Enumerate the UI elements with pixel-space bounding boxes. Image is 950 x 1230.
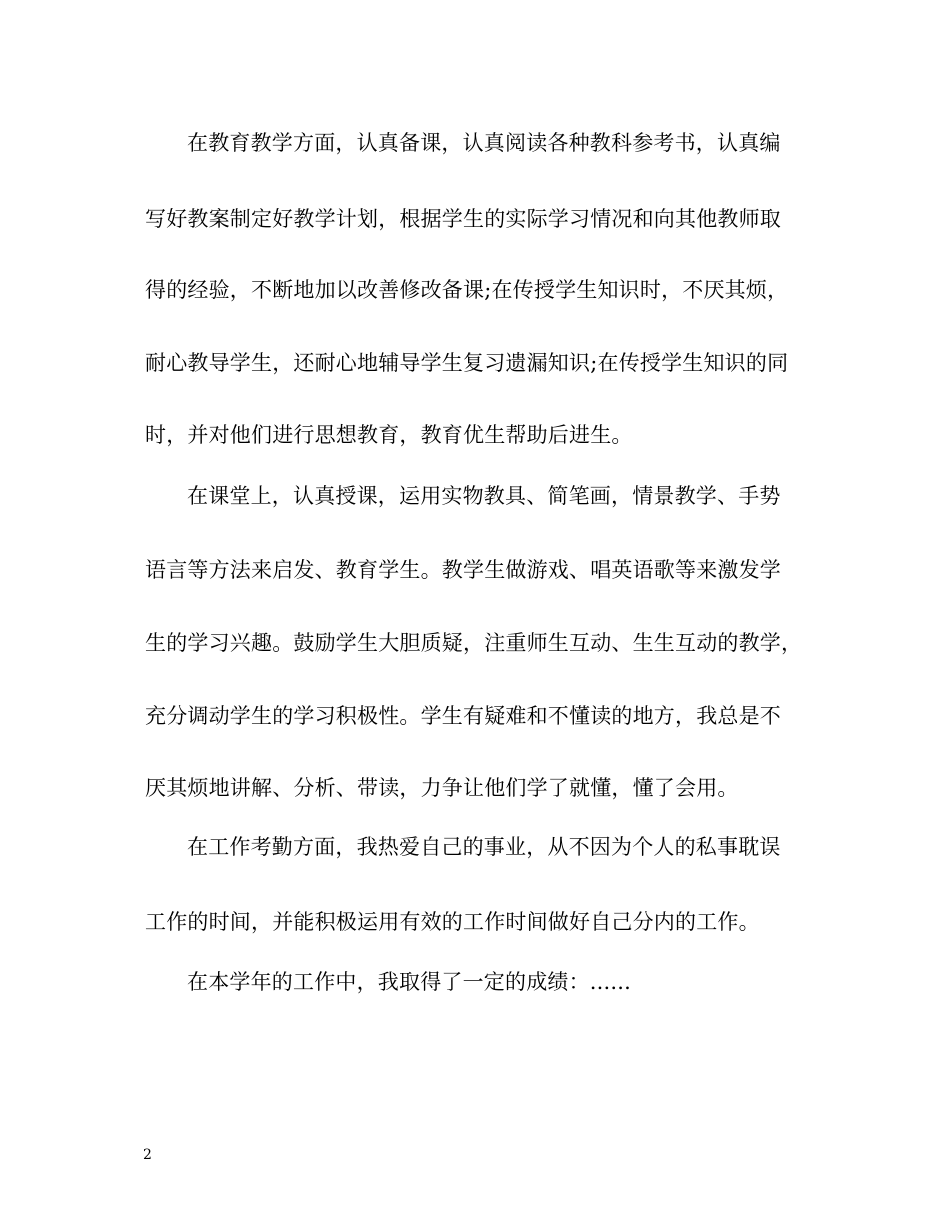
paragraph-3-line-2: 工作的时间，并能积极运用有效的工作时间做好自己分内的工作。	[145, 910, 760, 934]
paragraph-1-line-5: 时，并对他们进行思想教育，教育优生帮助后进生。	[145, 423, 633, 447]
paragraph-1-line-3: 得的经验，不断地加以改善修改备课;在传授学生知识时，不厌其烦，	[145, 278, 789, 302]
paragraph-1-line-2: 写好教案制定好教学计划，根据学生的实际学习情况和向其他教师取	[145, 207, 781, 231]
paragraph-2-line-3: 生的学习兴趣。鼓励学生大胆质疑，注重师生互动、生生互动的教学，	[145, 631, 803, 655]
paragraph-1-line-4: 耐心教导学生，还耐心地辅导学生复习遗漏知识;在传授学生知识的同	[145, 351, 789, 375]
paragraph-4-line-1: 在本学年的工作中，我取得了一定的成绩：......	[187, 970, 632, 994]
paragraph-2-line-5: 厌其烦地讲解、分析、带读，力争让他们学了就懂，懂了会用。	[145, 776, 739, 800]
paragraph-2-line-1: 在课堂上，认真授课，运用实物教具、简笔画，情景教学、手势	[187, 484, 781, 508]
page-number: 2	[143, 1147, 152, 1163]
paragraph-2-line-2: 语言等方法来启发、教育学生。教学生做游戏、唱英语歌等来激发学	[145, 558, 781, 582]
paragraph-3-line-1: 在工作考勤方面，我热爱自己的事业，从不因为个人的私事耽误	[187, 835, 781, 859]
paragraph-1-line-1: 在教育教学方面，认真备课，认真阅读各种教科参考书，认真编	[187, 131, 781, 155]
paragraph-2-line-4: 充分调动学生的学习积极性。学生有疑难和不懂读的地方，我总是不	[145, 704, 781, 728]
